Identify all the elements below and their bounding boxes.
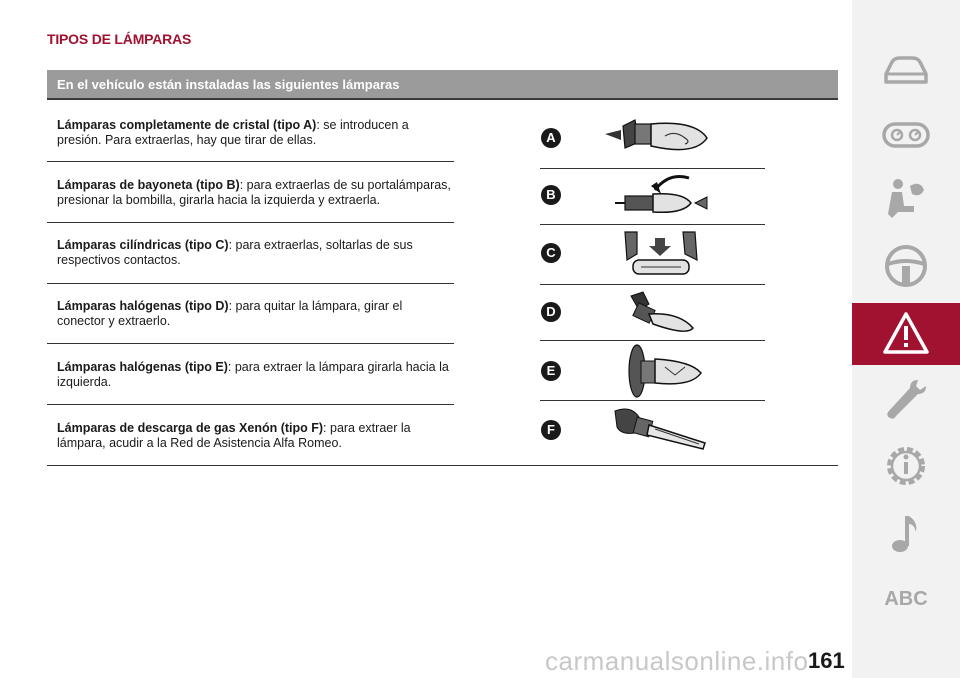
lamp-type-a-illustration bbox=[595, 112, 715, 164]
lamp-type-f-illustration bbox=[595, 403, 715, 459]
page-number: 161 bbox=[808, 648, 845, 673]
abc-index-label[interactable]: ABC bbox=[884, 588, 928, 610]
chapter-sidebar bbox=[852, 0, 960, 678]
row-text-a: Lámparas completamente de cristal (tipo A): se introducen a presión. Para extraerlas, hay que tirar de ellas. bbox=[57, 118, 409, 147]
row-divider bbox=[47, 222, 454, 223]
image-divider bbox=[540, 340, 765, 341]
table-header: En el vehículo están instaladas las siguientes lámparas bbox=[47, 70, 838, 100]
badge-a: A bbox=[541, 128, 561, 148]
lamp-type-e-illustration bbox=[595, 343, 715, 399]
steering-wheel-icon[interactable] bbox=[880, 240, 932, 292]
warning-triangle-icon[interactable] bbox=[880, 308, 932, 360]
row-divider bbox=[47, 161, 454, 162]
lamp-type-b-illustration bbox=[595, 168, 715, 220]
image-divider bbox=[540, 224, 765, 225]
music-note-icon[interactable] bbox=[880, 508, 932, 560]
row-text-e: Lámparas halógenas (tipo E): para extraer la lámpara girarla hacia la izquierda. bbox=[57, 360, 449, 389]
badge-d: D bbox=[541, 302, 561, 322]
row-divider bbox=[47, 343, 454, 344]
row-text-d: Lámparas halógenas (tipo D): para quitar la lámpara, girar el conector y extraerlo. bbox=[57, 299, 403, 328]
badge-f: F bbox=[541, 420, 561, 440]
row-divider bbox=[47, 283, 454, 284]
image-divider bbox=[540, 284, 765, 285]
row-divider bbox=[47, 404, 454, 405]
image-divider bbox=[540, 400, 765, 401]
page-title: TIPOS DE LÁMPARAS bbox=[47, 31, 192, 47]
row-text-b: Lámparas de bayoneta (tipo B): para extraerlas de su portalámparas, presionar la bombilla, girarla hacia la izquierda y extraerla. bbox=[57, 178, 451, 207]
wrench-icon[interactable] bbox=[880, 374, 932, 426]
seatbelt-passenger-icon[interactable] bbox=[880, 174, 932, 226]
watermark: carmanualsonline.info bbox=[545, 646, 809, 676]
lamp-type-d-illustration bbox=[595, 288, 715, 340]
row-text-f: Lámparas de descarga de gas Xenón (tipo F): para extraer la lámpara, acudir a la Red de Asistencia Alfa Romeo. bbox=[57, 421, 411, 450]
car-icon[interactable] bbox=[880, 44, 932, 96]
lamp-type-c-illustration bbox=[595, 228, 715, 280]
badge-e: E bbox=[541, 361, 561, 381]
badge-b: B bbox=[541, 185, 561, 205]
dashboard-gauges-icon[interactable] bbox=[880, 108, 932, 160]
table-bottom-border bbox=[47, 465, 838, 466]
gear-info-icon[interactable] bbox=[880, 440, 932, 492]
badge-c: C bbox=[541, 243, 561, 263]
row-text-c: Lámparas cilíndricas (tipo C): para extraerlas, soltarlas de sus respectivos contactos. bbox=[57, 238, 413, 267]
